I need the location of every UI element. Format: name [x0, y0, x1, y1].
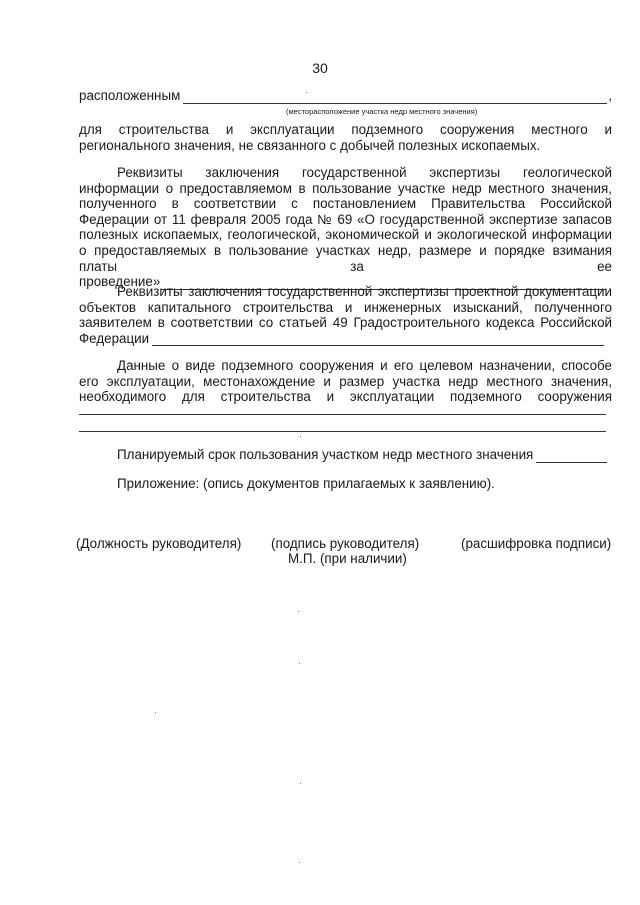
structure-blank-line-2 — [79, 431, 606, 432]
page-number: 30 — [312, 60, 328, 76]
scan-speck — [299, 663, 300, 664]
scan-speck — [300, 783, 301, 784]
paragraph-purpose-text: для строительства и эксплуатации подземного сооружения местного и регионального значения, не связанного с добычей полезных ископаемых. — [79, 122, 612, 153]
signature-stamp: М.П. (при наличии) — [288, 551, 407, 566]
scan-speck — [299, 862, 300, 863]
attachment-text: Приложение: (опись документов прилагаемых к заявлению). — [117, 476, 495, 491]
project-last-word: Федерации — [79, 330, 150, 346]
located-row — [79, 88, 612, 104]
term-row — [117, 447, 607, 463]
located-label: расположенным — [79, 88, 181, 103]
project-blank-line — [152, 333, 604, 346]
structure-blank-line-1 — [79, 414, 606, 415]
paragraph-structure-text: Данные о виде подземного сооружения и его целевом назначении, способе его эксплуатации, местонахождение и размер участка недр местного значения, необходимого для строительства и эксплуатации подземного сооружения — [79, 358, 612, 405]
term-blank-line — [536, 450, 607, 463]
scan-speck — [155, 712, 156, 713]
located-end: , — [608, 88, 612, 103]
geology-last-word: проведение» — [79, 274, 161, 290]
signature-position: (Должность руководителя) — [76, 536, 242, 551]
located-blank-line — [183, 91, 607, 104]
paragraph-geology-text: Реквизиты заключения государственной экспертизы геологической информации о предоставляемом в пользование участке недр местного значения, полученного в соответствии с постановлением Правительства Российской Федерации от 11 февраля 2005 года № 69 «О государственной экспертизе запасов полезных ископаемых, геологической, экономической и экологической информации о предоставляемых в пользование участках недр, размере и порядке взимания платы за ее — [79, 165, 612, 274]
paragraph-structure-data — [79, 358, 612, 405]
attachment-line — [117, 476, 612, 492]
scan-speck — [298, 611, 299, 612]
term-label: Планируемый срок пользования участком недр местного значения — [117, 447, 534, 462]
paragraph-geology-expertise — [79, 165, 612, 290]
signature-sign: (подпись руководителя) — [271, 536, 420, 551]
project-last-line — [79, 331, 604, 347]
paragraph-purpose — [79, 122, 612, 153]
scan-speck — [306, 92, 307, 93]
signature-decoding: (расшифровка подписи) — [461, 536, 612, 551]
paragraph-project-text: Реквизиты заключения государственной экспертизы проектной документации объектов капитального строительства и инженерных изысканий, полученного заявителем в соответствии со статьей 49 Градостроительного кодекса Российской — [79, 284, 612, 331]
scan-speck — [300, 436, 301, 437]
located-caption: (месторасположение участка недр местного значения) — [286, 107, 478, 116]
paragraph-project-expertise — [79, 284, 612, 346]
